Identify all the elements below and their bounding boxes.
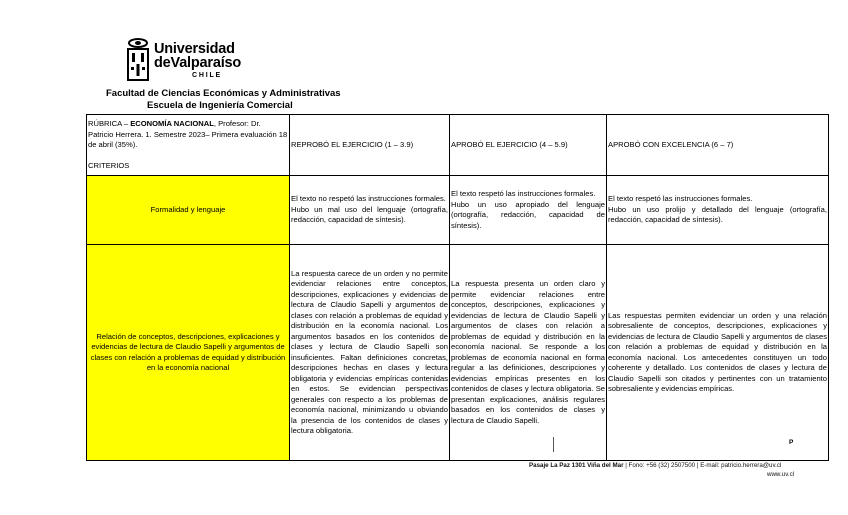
column-header-excelencia: APROBÓ CON EXCELENCIA (6 – 7) xyxy=(607,115,829,176)
table-row xyxy=(87,245,829,461)
logo-text-line2: deValparaíso xyxy=(154,55,242,71)
logo-text-line3: CHILE xyxy=(192,72,222,79)
criterion-formalidad: Formalidad y lenguaje xyxy=(87,176,290,245)
cell-aprobo-formalidad: El texto respetó las instrucciones formales. Hubo un uso apropiado del lenguaje (ortografía, redacción, capacidad de síntesis). xyxy=(450,176,607,245)
faculty-name: Facultad de Ciencias Económicas y Administrativas xyxy=(106,88,341,99)
cell-excelencia-formalidad: El texto respetó las instrucciones formales. Hubo un uso prolijo y detallado del lenguaje (ortografía, redacción, capacidad de síntesis). xyxy=(607,176,829,245)
rubric-title: RÚBRICA – ECONOMÍA NACIONAL, Profesor: Dr. Patricio Herrera. 1. Semestre 2023– Primera evaluación 18 de abril (35%). xyxy=(88,119,288,149)
cell-aprobo-relacion: La respuesta presenta un orden claro y permite evidenciar relaciones entre conceptos, descripciones, explicaciones y evidencias de lectura de Claudio Sapelli y argumentos de clases con relación a problemas de equidad y distribución en la economía nacional. Se responde a los problemas de economía nacional en forma regular a las definiciones, descripciones y evidencias empíricas presentes en los contenidos de clases y lectura obligatoria. Se presentan explicaciones, análisis regulares basados en los contenidos de clases y lectura de Claudio Sapelli. xyxy=(450,245,607,461)
rubric-title-cell xyxy=(87,115,290,176)
school-name: Escuela de Ingeniería Comercial xyxy=(147,100,293,111)
footer-contact: Pasaje La Paz 1301 Viña del Mar | Fono: +56 (32) 2507500 | E-mail: patricio.herrera@uv.cl xyxy=(529,462,782,469)
footer-phone: Fono: +56 (32) 2507500 xyxy=(628,462,696,469)
table-header-row xyxy=(87,115,829,176)
column-header-aprobo: APROBÓ EL EJERCICIO (4 – 5.9) xyxy=(450,115,607,176)
rubric-table xyxy=(86,114,829,461)
text-cursor xyxy=(553,437,554,452)
footer-email: E-mail: patricio.herrera@uv.cl xyxy=(700,462,782,469)
cell-excelencia-relacion: Las respuestas permiten evidenciar un orden y una relación sobresaliente de conceptos, descripciones, explicaciones y evidencias de lectura de Claudio Sapelli y argumentos de clases con relación a problemas de equidad y distribución en la economía nacional. Los antecedentes constituyen un todo coherente y detallado. Los contenidos de clases y lectura de Claudio Sapelli son citados y pertinentes con un tratamiento sobresaliente y evidencias empíricas. xyxy=(607,245,829,461)
column-header-reprobo: REPROBÓ EL EJERCICIO (1 – 3.9) xyxy=(290,115,450,176)
criterion-relacion-conceptos: Relación de conceptos, descripciones, explicaciones y evidencias de lectura de Claudio Sapelli y argumentos de clases con relación a problemas de equidad y distribución en la economía nacional xyxy=(87,245,290,461)
criteria-label: CRITERIOS xyxy=(88,160,130,170)
footer-address: Pasaje La Paz 1301 Viña del Mar xyxy=(529,462,624,469)
university-logo xyxy=(126,38,242,84)
footer-web: www.uv.cl xyxy=(767,471,795,478)
page-marker: P xyxy=(789,439,794,446)
cell-reprobo-relacion: La respuesta carece de un orden y no permite evidenciar relaciones entre conceptos, descripciones, explicaciones y evidencias de lectura de Claudio Sapelli y argumentos de clases con relación a problemas de equidad y distribución en la economía nacional. Los argumentos basados en los contenidos de clases y lectura de Claudio Sapelli son insuficientes. Faltan definiciones concretas, descripciones hechas en clases y lectura obligatoria y evidencias empíricas contenidas en estos. Se evidencian perspectivas generales con respecto a los problemas de economía nacional, minimizando u obviando la presencia de los contenidos de clases y lectura obligatoria. xyxy=(290,245,450,461)
university-crest-icon xyxy=(126,38,150,82)
logo-text-line1: Universidad xyxy=(154,41,235,57)
table-row xyxy=(87,176,829,245)
cell-reprobo-formalidad: El texto no respetó las instrucciones formales. Hubo un mal uso del lenguaje (ortografía, redacción, capacidad de síntesis). xyxy=(290,176,450,245)
